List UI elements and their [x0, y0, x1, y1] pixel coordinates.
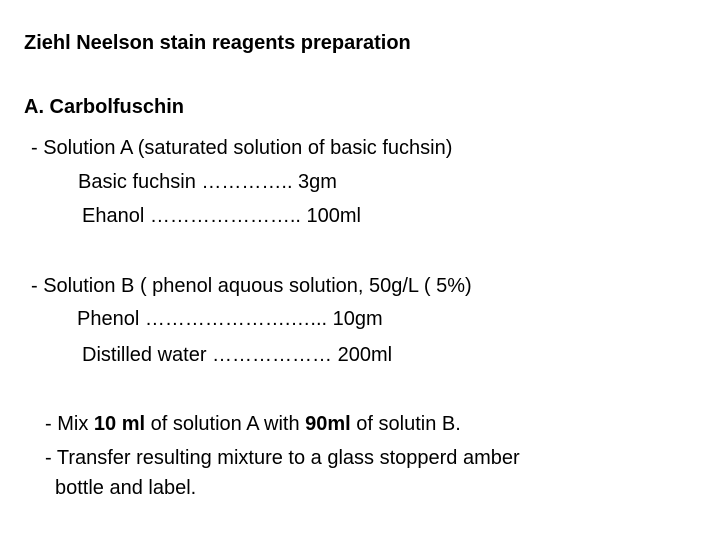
solution-a-item-ethanol: Ehanol ………………….. 100ml: [82, 205, 361, 227]
step-mix: [45, 412, 461, 436]
step-mix-amount-b: 90ml: [305, 413, 351, 435]
step-transfer: - Transfer resulting mixture to a glass stopperd amber: [45, 447, 520, 469]
section-heading: A. Carbolfuschin: [24, 96, 185, 118]
step-mix-suffix: of solutin B.: [350, 413, 461, 435]
solution-b-item-distilled-water: Distilled water ……………… 200ml: [82, 344, 393, 366]
solution-a-item-basic-fuchsin: Basic fuchsin ………….. 3gm: [78, 171, 337, 193]
page-title: Ziehl Neelson stain reagents preparation: [24, 32, 411, 54]
step-mix-prefix: - Mix: [45, 413, 94, 435]
solution-b-label: - Solution B ( phenol aquous solution, 50g/L ( 5%): [31, 275, 472, 297]
solution-b-item-phenol: Phenol ………………….…... 10gm: [77, 308, 383, 330]
step-transfer-continued: bottle and label.: [55, 477, 197, 499]
step-mix-middle: of solution A with: [145, 413, 306, 435]
solution-a-label: - Solution A (saturated solution of basic fuchsin): [31, 137, 453, 159]
step-mix-amount-a: 10 ml: [93, 413, 146, 435]
